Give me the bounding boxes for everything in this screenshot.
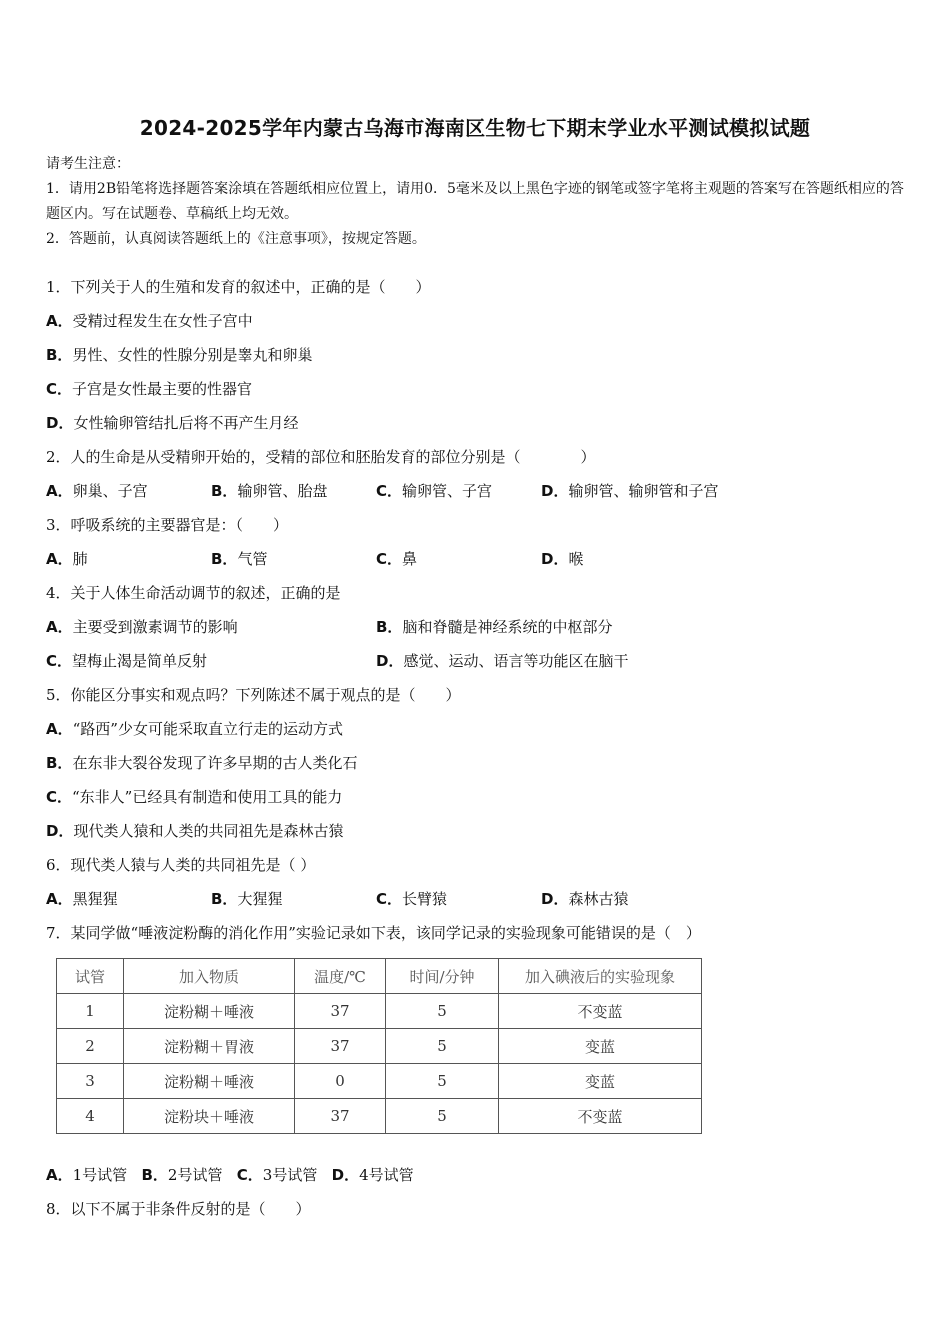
table-cell: 37 [295, 994, 386, 1029]
table-cell: 5 [386, 994, 499, 1029]
question-2-option-a: A．卵巢、子宫 [46, 482, 148, 500]
question-4-option-b: B．脑和脊髓是神经系统的中枢部分 [376, 618, 613, 636]
table-header-cell: 试管 [57, 959, 124, 994]
question-8-stem: 8．以下不属于非条件反射的是（ ） [46, 1200, 311, 1218]
question-1-option-c: C．子宫是女性最主要的性器官 [46, 380, 253, 398]
table-cell: 4 [57, 1099, 124, 1134]
table-cell: 淀粉块＋唾液 [124, 1099, 295, 1134]
notice-item: 2．答题前，认真阅读答题纸上的《注意事项》，按规定答题。 [46, 231, 426, 247]
page-title: 2024-2025学年内蒙古乌海市海南区生物七下期末学业水平测试模拟试题 [139, 116, 811, 140]
question-2-option-b: B．输卵管、胎盘 [211, 482, 328, 500]
question-7-stem: 7．某同学做“唾液淀粉酶的消化作用”实验记录如下表，该同学记录的实验现象可能错误的是（ ） [46, 924, 701, 942]
table-cell: 淀粉糊＋唾液 [124, 994, 295, 1029]
question-6-stem: 6．现代类人猿与人类的共同祖先是（ ） [46, 856, 316, 874]
notice-heading: 请考生注意： [46, 156, 130, 172]
question-1-stem: 1．下列关于人的生殖和发育的叙述中，正确的是（ ） [46, 278, 431, 296]
question-1-option-d: D．女性输卵管结扎后将不再产生月经 [46, 414, 299, 432]
table-row [57, 1064, 702, 1099]
question-3-option-b: B．气管 [211, 550, 268, 568]
table-cell: 37 [295, 1099, 386, 1134]
question-6-option-d: D．森林古猿 [541, 890, 629, 908]
question-4-option-d: D．感觉、运动、语言等功能区在脑干 [376, 652, 629, 670]
table-cell: 变蓝 [499, 1029, 702, 1064]
table-cell: 淀粉糊＋唾液 [124, 1064, 295, 1099]
question-1-option-b: B．男性、女性的性腺分别是睾丸和卵巢 [46, 346, 313, 364]
question-5-option-b: B．在东非大裂谷发现了许多早期的古人类化石 [46, 754, 358, 772]
table-row [57, 994, 702, 1029]
question-2-option-c: C．输卵管、子宫 [376, 482, 493, 500]
question-7-options: A．1号试管 B．2号试管 C．3号试管 D．4号试管 [46, 1166, 414, 1184]
question-4-option-a: A．主要受到激素调节的影响 [46, 618, 238, 636]
notice-item: 1．请用2B铅笔将选择题答案涂填在答题纸相应位置上，请用0．5毫米及以上黑色字迹的钢笔或签字笔将主观题的答案写在答题纸相应的答题区内。写在试题卷、草稿纸上均无效。 [46, 181, 904, 222]
table-header-cell: 加入物质 [124, 959, 295, 994]
table-row [57, 1029, 702, 1064]
question-4-option-c: C．望梅止渴是简单反射 [46, 652, 208, 670]
question-5-option-d: D．现代类人猿和人类的共同祖先是森林古猿 [46, 822, 344, 840]
table-header-cell: 加入碘液后的实验现象 [499, 959, 702, 994]
question-5-option-a: A．“路西”少女可能采取直立行走的运动方式 [46, 720, 343, 738]
table-header-cell: 温度/℃ [295, 959, 386, 994]
table-cell: 不变蓝 [499, 1099, 702, 1134]
table-cell: 5 [386, 1099, 499, 1134]
table-row [57, 1099, 702, 1134]
table-header-cell: 时间/分钟 [386, 959, 499, 994]
experiment-table [56, 958, 702, 1134]
question-2-option-d: D．输卵管、输卵管和子宫 [541, 482, 719, 500]
question-5-option-c: C．“东非人”已经具有制造和使用工具的能力 [46, 788, 343, 806]
table-cell: 不变蓝 [499, 994, 702, 1029]
question-3-option-c: C．鼻 [376, 550, 418, 568]
question-3-stem: 3．呼吸系统的主要器官是：（ ） [46, 516, 289, 534]
table-cell: 变蓝 [499, 1064, 702, 1099]
question-6-option-b: B．大猩猩 [211, 890, 283, 908]
table-cell: 2 [57, 1029, 124, 1064]
question-3-option-a: A．肺 [46, 550, 88, 568]
question-6-option-c: C．长臂猿 [376, 890, 448, 908]
question-1-option-a: A．受精过程发生在女性子宫中 [46, 312, 253, 330]
table-cell: 3 [57, 1064, 124, 1099]
question-2-stem: 2．人的生命是从受精卵开始的，受精的部位和胚胎发育的部位分别是（ ） [46, 448, 596, 466]
question-6-option-a: A．黑猩猩 [46, 890, 118, 908]
table-header-row [57, 959, 702, 994]
question-3-option-d: D．喉 [541, 550, 584, 568]
question-4-stem: 4．关于人体生命活动调节的叙述，正确的是 [46, 584, 341, 602]
question-5-stem: 5．你能区分事实和观点吗？下列陈述不属于观点的是（ ） [46, 686, 461, 704]
table-cell: 淀粉糊＋胃液 [124, 1029, 295, 1064]
table-cell: 5 [386, 1029, 499, 1064]
table-cell: 37 [295, 1029, 386, 1064]
table-cell: 1 [57, 994, 124, 1029]
table-cell: 0 [295, 1064, 386, 1099]
table-cell: 5 [386, 1064, 499, 1099]
